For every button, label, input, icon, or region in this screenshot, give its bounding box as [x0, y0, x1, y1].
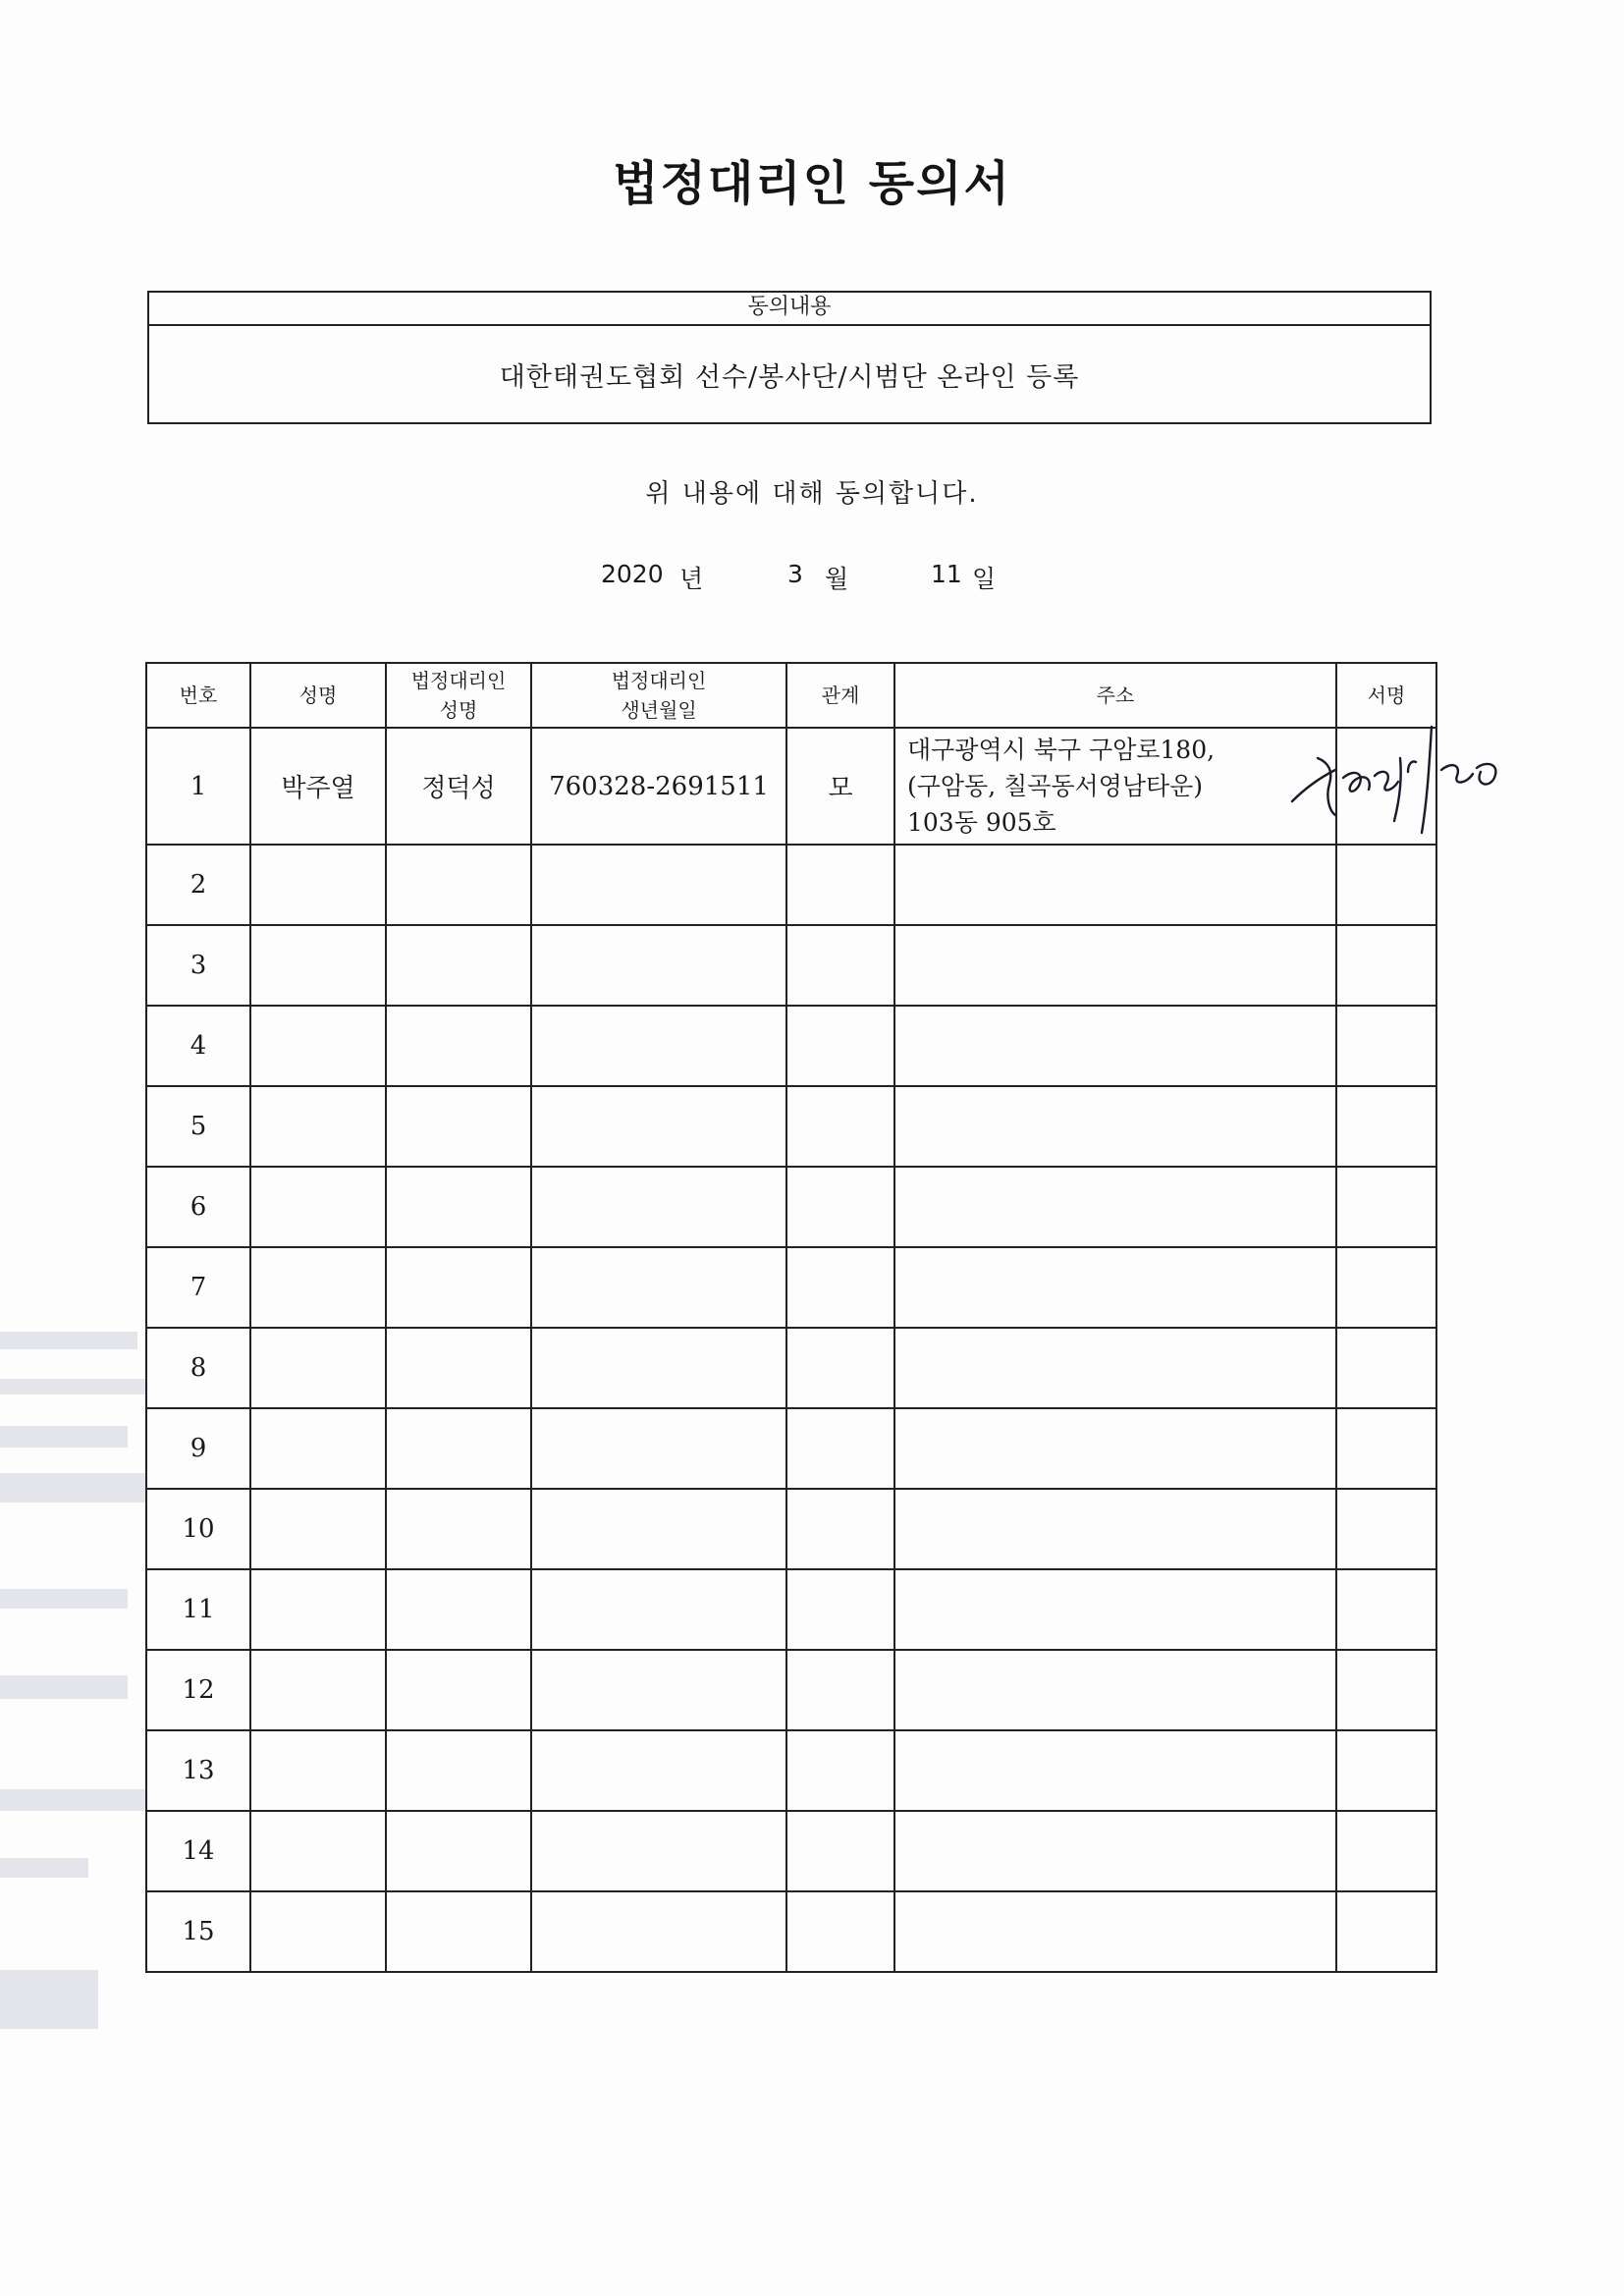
date-year-unit: 년: [679, 565, 704, 593]
cell-rep-name: [386, 1408, 531, 1489]
cell-rep-name: [386, 845, 531, 925]
cell-relation: [786, 1811, 894, 1891]
cell-name: [250, 1811, 386, 1891]
agreement-statement: 위 내용에 대해 동의합니다.: [645, 479, 979, 509]
scan-artifact: [0, 1589, 128, 1609]
header-no: 번호: [146, 663, 250, 728]
cell-address: [894, 1650, 1336, 1730]
cell-rep-name: [386, 1247, 531, 1328]
address-line: (구암동, 칠곡동서영남타운): [907, 772, 1204, 800]
scan-artifact: [0, 1675, 128, 1699]
table-row: [146, 1086, 1436, 1167]
cell-address: [894, 1489, 1336, 1569]
table-row: [146, 1569, 1436, 1650]
page-title: 법정대리인 동의서: [613, 156, 1011, 211]
cell-no: 6: [146, 1167, 250, 1247]
cell-signature: [1336, 1569, 1436, 1650]
cell-no: 2: [146, 845, 250, 925]
cell-relation: [786, 1408, 894, 1489]
cell-relation: [786, 1891, 894, 1972]
cell-rep-birth: [531, 1408, 786, 1489]
cell-relation: [786, 1167, 894, 1247]
header-name: 성명: [250, 663, 386, 728]
cell-name: [250, 925, 386, 1006]
cell-rep-birth: [531, 1811, 786, 1891]
cell-relation: [786, 1247, 894, 1328]
cell-relation: [786, 845, 894, 925]
cell-address: [894, 728, 1336, 845]
cell-address: [894, 1569, 1336, 1650]
header-rep-name-line1: 법정대리인: [410, 669, 507, 692]
cell-rep-birth: [531, 1489, 786, 1569]
table-header-row: [146, 663, 1436, 728]
scan-artifact: [0, 1789, 147, 1811]
date-day-unit: 일: [972, 565, 997, 593]
cell-rep-birth: 760328-2691511: [531, 728, 786, 845]
cell-relation: [786, 1006, 894, 1086]
cell-rep-birth: [531, 1167, 786, 1247]
table-row: [146, 845, 1436, 925]
cell-signature: [1336, 1408, 1436, 1489]
address-line: 대구광역시 북구 구암로180,: [907, 736, 1216, 764]
consent-box: [147, 291, 1432, 424]
cell-signature: [1336, 1730, 1436, 1811]
cell-name: [250, 845, 386, 925]
table-row: [146, 1891, 1436, 1972]
cell-rep-name: [386, 1891, 531, 1972]
cell-address: [894, 1328, 1336, 1408]
cell-no: 13: [146, 1730, 250, 1811]
cell-relation: [786, 1730, 894, 1811]
cell-name: [250, 1730, 386, 1811]
header-rep-birth-line1: 법정대리인: [611, 669, 707, 692]
table-row: [146, 1408, 1436, 1489]
table-row: [146, 925, 1436, 1006]
header-rep-name: [386, 663, 531, 728]
cell-rep-name: [386, 1006, 531, 1086]
cell-rep-birth: [531, 1247, 786, 1328]
cell-relation: 모: [786, 728, 894, 845]
signature-table: [145, 662, 1437, 1973]
cell-signature: [1336, 1086, 1436, 1167]
cell-relation: [786, 1086, 894, 1167]
table-row: [146, 1489, 1436, 1569]
cell-signature: [1336, 1328, 1436, 1408]
cell-address: [894, 1730, 1336, 1811]
cell-rep-birth: [531, 1006, 786, 1086]
table-row: [146, 1650, 1436, 1730]
cell-signature: [1336, 925, 1436, 1006]
scan-artifact: [0, 1858, 88, 1878]
cell-signature: [1336, 1489, 1436, 1569]
cell-no: 10: [146, 1489, 250, 1569]
cell-name: [250, 1167, 386, 1247]
cell-rep-name: [386, 1730, 531, 1811]
table-row: [146, 728, 1436, 845]
table-row: [146, 1811, 1436, 1891]
table-row: [146, 1167, 1436, 1247]
cell-signature: [1336, 845, 1436, 925]
cell-name: [250, 1569, 386, 1650]
date-month-unit: 월: [825, 565, 849, 593]
table-row: [146, 1247, 1436, 1328]
cell-relation: [786, 1489, 894, 1569]
cell-no: 9: [146, 1408, 250, 1489]
cell-no: 4: [146, 1006, 250, 1086]
cell-no: 1: [146, 728, 250, 845]
cell-no: 5: [146, 1086, 250, 1167]
cell-name: [250, 1328, 386, 1408]
cell-signature: [1336, 1247, 1436, 1328]
cell-name: [250, 1006, 386, 1086]
date-day: 11: [931, 560, 962, 588]
cell-no: 11: [146, 1569, 250, 1650]
scan-artifact: [0, 1970, 98, 2029]
cell-no: 7: [146, 1247, 250, 1328]
cell-address: [894, 1086, 1336, 1167]
date-month: 3: [787, 560, 803, 588]
scan-artifact: [0, 1426, 128, 1448]
cell-rep-birth: [531, 1891, 786, 1972]
cell-signature: [1336, 1891, 1436, 1972]
header-rep-birth: [531, 663, 786, 728]
cell-name: [250, 1086, 386, 1167]
table-row: [146, 1006, 1436, 1086]
cell-no: 12: [146, 1650, 250, 1730]
cell-address: [894, 1167, 1336, 1247]
cell-rep-birth: [531, 1328, 786, 1408]
scan-artifact: [0, 1473, 147, 1503]
cell-no: 15: [146, 1891, 250, 1972]
header-signature: 서명: [1336, 663, 1436, 728]
cell-relation: [786, 925, 894, 1006]
cell-rep-birth: [531, 845, 786, 925]
cell-rep-name: [386, 1167, 531, 1247]
header-rep-birth-line2: 생년월일: [621, 698, 697, 722]
cell-name: [250, 1247, 386, 1328]
cell-relation: [786, 1569, 894, 1650]
scan-artifact: [0, 1332, 137, 1349]
table-row: [146, 1730, 1436, 1811]
cell-relation: [786, 1328, 894, 1408]
consent-header: 동의내용: [149, 291, 1430, 326]
cell-address: [894, 925, 1336, 1006]
header-rep-name-line2: 성명: [439, 698, 478, 722]
cell-signature: [1336, 1811, 1436, 1891]
cell-rep-birth: [531, 1086, 786, 1167]
cell-relation: [786, 1650, 894, 1730]
cell-no: 14: [146, 1811, 250, 1891]
cell-rep-name: [386, 1811, 531, 1891]
cell-name: [250, 1489, 386, 1569]
cell-rep-name: [386, 1489, 531, 1569]
cell-rep-name: [386, 1328, 531, 1408]
cell-rep-birth: [531, 1730, 786, 1811]
cell-address: [894, 1408, 1336, 1489]
cell-name: [250, 1408, 386, 1489]
signature-icon: [1284, 719, 1506, 841]
cell-address: [894, 845, 1336, 925]
cell-address: [894, 1891, 1336, 1972]
cell-rep-name: [386, 1569, 531, 1650]
consent-body: 대한태권도협회 선수/봉사단/시범단 온라인 등록: [499, 361, 1080, 393]
cell-signature: [1336, 1167, 1436, 1247]
table-row: [146, 1328, 1436, 1408]
address-line: 103동 905호: [907, 808, 1056, 837]
cell-name: 박주열: [250, 728, 386, 845]
cell-rep-birth: [531, 925, 786, 1006]
cell-no: 3: [146, 925, 250, 1006]
cell-signature: [1336, 1650, 1436, 1730]
cell-no: 8: [146, 1328, 250, 1408]
cell-rep-name: [386, 925, 531, 1006]
cell-rep-birth: [531, 1569, 786, 1650]
header-relation: 관계: [786, 663, 894, 728]
cell-address: [894, 1811, 1336, 1891]
cell-address: [894, 1247, 1336, 1328]
cell-rep-birth: [531, 1650, 786, 1730]
cell-rep-name: 정덕성: [386, 728, 531, 845]
date-line: [0, 560, 1624, 595]
date-year: 2020: [601, 560, 664, 588]
scan-artifact: [0, 1379, 147, 1394]
cell-name: [250, 1650, 386, 1730]
cell-address: [894, 1006, 1336, 1086]
cell-rep-name: [386, 1086, 531, 1167]
header-address: 주소: [894, 663, 1336, 728]
cell-name: [250, 1891, 386, 1972]
cell-signature: [1336, 1006, 1436, 1086]
cell-rep-name: [386, 1650, 531, 1730]
